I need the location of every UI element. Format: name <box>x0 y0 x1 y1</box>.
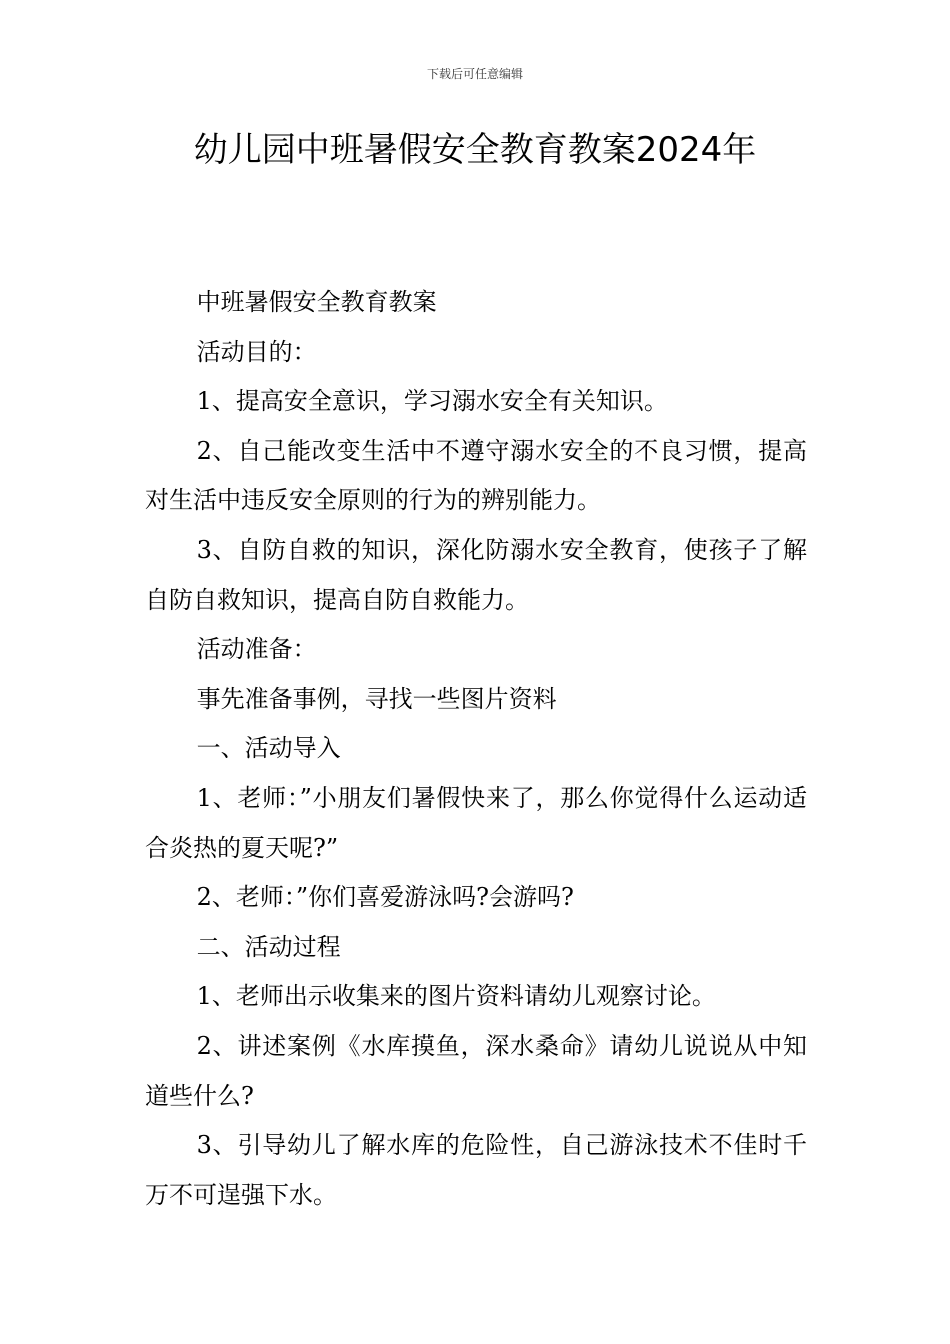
paragraph-preparation: 事先准备事例，寻找一些图片资料 <box>196 684 557 713</box>
paragraph-intro-1: 1、老师：”小朋友们暑假快来了，那么你觉得什么运动适合炎热的夏天呢?” <box>145 783 807 862</box>
paragraph-section-1-heading: 一、活动导入 <box>196 734 341 763</box>
paragraph-intro-2: 2、老师：”你们喜爱游泳吗?会游吗? <box>196 883 574 912</box>
paragraph-goal-2: 2、自己能改变生活中不遵守溺水安全的不良习惯，提高对生活中违反安全原则的行为的辨别能力。 <box>145 436 807 515</box>
paragraph-goal-1: 1、提高安全意识，学习溺水安全有关知识。 <box>196 387 668 416</box>
paragraph-process-3: 3、引导幼儿了解水库的危险性，自己游泳技术不佳时千万不可逞强下水。 <box>145 1131 807 1209</box>
document-body <box>145 278 807 1220</box>
paragraph-goal-3: 3、自防自救的知识，深化防溺水安全教育，使孩子了解自防自救知识，提高自防自救能力。 <box>145 535 807 614</box>
header-note: 下载后可任意编辑 <box>426 67 523 81</box>
paragraph-process-1: 1、老师出示收集来的图片资料请幼儿观察讨论。 <box>196 982 716 1011</box>
paragraph-process-2: 2、讲述案例《水库摸鱼，深水桑命》请幼儿说说从中知道些什么? <box>145 1031 807 1110</box>
paragraph-section-2-heading: 二、活动过程 <box>196 932 341 961</box>
document-title: 幼儿园中班暑假安全教育教案2024年 <box>193 130 757 170</box>
paragraph-preparation-heading: 活动准备： <box>196 635 317 664</box>
paragraph-goals-heading: 活动目的： <box>196 337 317 366</box>
paragraph-subtitle: 中班暑假安全教育教案 <box>196 288 437 316</box>
